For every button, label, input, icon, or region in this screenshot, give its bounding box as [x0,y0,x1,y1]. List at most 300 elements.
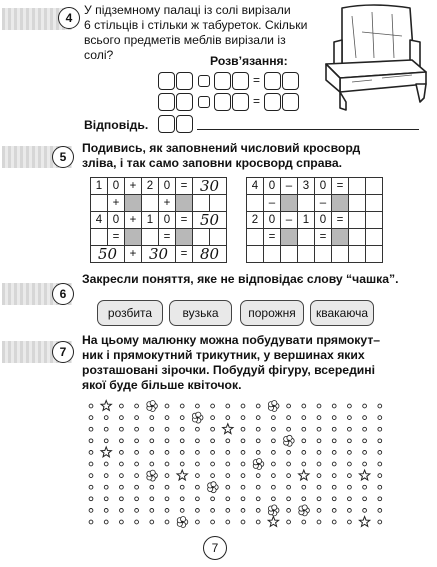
flower-icon [268,401,279,412]
grid-dot[interactable] [120,427,124,431]
grid-dot[interactable] [348,439,352,443]
grid-dot[interactable] [256,427,260,431]
crossword-cell: 2 [247,212,264,229]
grid-dot[interactable] [120,462,124,466]
grid-dot[interactable] [120,474,124,478]
grid-dot[interactable] [104,485,108,489]
grid-dot[interactable] [211,404,215,408]
crossword-cell: 0 [315,212,332,229]
crossword-cell [176,229,193,246]
crossword-row [91,229,227,246]
grid-dot[interactable] [104,439,108,443]
grid-dot[interactable] [150,439,154,443]
grid-dot[interactable] [226,485,230,489]
crossword-cell: + [125,246,142,263]
grid-dot[interactable] [363,509,367,513]
grid-dot[interactable] [287,416,291,420]
grid-dot[interactable] [348,451,352,455]
crossword-row [91,246,227,263]
grid-dot[interactable] [180,427,184,431]
flower-icon [177,517,188,528]
grid-dot[interactable] [180,509,184,513]
armchair-picture [312,2,430,112]
grid-dot[interactable] [104,520,108,524]
grid-dot[interactable] [256,451,260,455]
grid-dot[interactable] [165,474,169,478]
grid-dot[interactable] [241,509,245,513]
grid-dot[interactable] [150,427,154,431]
flower-icon [208,482,219,493]
grid-dot[interactable] [165,451,169,455]
grid-dot[interactable] [287,474,291,478]
crossword-input-cell[interactable] [247,246,264,263]
grid-dot[interactable] [135,451,139,455]
crossword-cell: 1 [142,212,159,229]
equals-sign: = [253,73,261,87]
crossword-cell: – [281,212,298,229]
crossword-input-cell[interactable] [298,246,315,263]
grid-dot[interactable] [287,497,291,501]
crossword-cell: 3 [298,178,315,195]
grid-dot[interactable] [363,416,367,420]
grid-dot[interactable] [272,474,276,478]
answer-box[interactable] [282,72,299,90]
grid-dot[interactable] [135,509,139,513]
grid-dot[interactable] [89,451,93,455]
grid-dot[interactable] [363,451,367,455]
grid-dot[interactable] [332,416,336,420]
grid-dot[interactable] [211,509,215,513]
grid-dot[interactable] [302,462,306,466]
grid-dot[interactable] [317,485,321,489]
grid-dot[interactable] [120,451,124,455]
grid-dot[interactable] [302,520,306,524]
grid-dot[interactable] [287,404,291,408]
grid-dot[interactable] [287,485,291,489]
grid-dot[interactable] [135,474,139,478]
grid-dot[interactable] [302,451,306,455]
crossword-cell [125,229,142,246]
crossword-input-cell[interactable] [366,212,383,229]
grid-dot[interactable] [363,404,367,408]
grid-dot[interactable] [378,427,382,431]
grid-dot[interactable] [196,462,200,466]
flower-icon [299,505,310,516]
grid-dot[interactable] [89,416,93,420]
grid-dot[interactable] [256,520,260,524]
word-option-vuzka[interactable]: вузька [169,300,232,326]
grid-dot[interactable] [378,462,382,466]
grid-dot[interactable] [196,520,200,524]
grid-dot[interactable] [332,520,336,524]
grid-dot[interactable] [196,404,200,408]
grid-dot[interactable] [378,497,382,501]
answer-box[interactable] [158,115,175,133]
grid-dot[interactable] [317,520,321,524]
grid-dot[interactable] [180,439,184,443]
grid-dot[interactable] [150,462,154,466]
grid-dot[interactable] [378,509,382,513]
grid-dot[interactable] [363,485,367,489]
crossword-cell: = [159,229,176,246]
grid-dot[interactable] [226,416,230,420]
answer-box[interactable] [214,72,231,90]
grid-dot[interactable] [226,520,230,524]
word-option-porozhnia[interactable]: порожня [240,300,304,326]
crossword-cell: 0 [108,178,125,195]
grid-dot[interactable] [272,451,276,455]
grid-dot[interactable] [120,416,124,420]
answer-box[interactable] [176,93,193,111]
grid-dot[interactable] [165,439,169,443]
grid-dot[interactable] [226,509,230,513]
grid-dot[interactable] [104,497,108,501]
crossword-cell [247,229,264,246]
grid-dot[interactable] [348,509,352,513]
crossword-cell: 0 [108,212,125,229]
crossword-cell [332,229,349,246]
crossword-cell: – [281,178,298,195]
grid-dot[interactable] [135,485,139,489]
grid-dot[interactable] [226,497,230,501]
crossword-input-cell[interactable] [349,178,366,195]
crossword-cell [142,229,159,246]
answer-box[interactable] [282,93,299,111]
grid-dot[interactable] [302,427,306,431]
grid-dot[interactable] [120,404,124,408]
grid-dot[interactable] [287,462,291,466]
grid-dot[interactable] [150,509,154,513]
word-option-rozbyta[interactable]: розбита [97,300,163,326]
grid-dot[interactable] [165,497,169,501]
grid-dot[interactable] [256,485,260,489]
answer-box[interactable] [264,72,281,90]
grid-dot[interactable] [165,416,169,420]
grid-dot[interactable] [256,509,260,513]
grid-dot[interactable] [256,474,260,478]
grid-dot[interactable] [332,497,336,501]
grid-dot[interactable] [104,416,108,420]
grid-dot[interactable] [104,509,108,513]
grid-dot[interactable] [180,451,184,455]
crossword-input-cell[interactable] [349,246,366,263]
task-7-text [82,333,422,393]
grid-dot[interactable] [332,451,336,455]
grid-dot[interactable] [302,497,306,501]
grid-dot[interactable] [211,427,215,431]
grid-dot[interactable] [89,427,93,431]
grid-dot[interactable] [89,497,93,501]
dot-grid-field[interactable] [85,398,397,533]
grid-dot[interactable] [332,427,336,431]
crossword-cell [281,195,298,212]
grid-dot[interactable] [196,451,200,455]
crossword-row [247,229,383,246]
crossword-cell: = [264,229,281,246]
grid-dot[interactable] [211,497,215,501]
grid-dot[interactable] [196,427,200,431]
grid-dot[interactable] [348,462,352,466]
grid-dot[interactable] [256,439,260,443]
grid-dot[interactable] [378,451,382,455]
grid-dot[interactable] [272,497,276,501]
grid-dot[interactable] [135,520,139,524]
grid-dot[interactable] [211,474,215,478]
crossword-cell: 1 [91,178,108,195]
grid-dot[interactable] [348,485,352,489]
grid-dot[interactable] [378,520,382,524]
grid-dot[interactable] [180,485,184,489]
answer-box[interactable] [158,93,175,111]
grid-dot[interactable] [104,462,108,466]
grid-dot[interactable] [89,474,93,478]
task-5-text [82,141,412,171]
grid-dot[interactable] [150,451,154,455]
grid-dot[interactable] [211,451,215,455]
grid-dot[interactable] [89,485,93,489]
grid-dot[interactable] [287,509,291,513]
grid-dot[interactable] [332,485,336,489]
grid-dot[interactable] [317,404,321,408]
grid-dot[interactable] [317,451,321,455]
grid-dot[interactable] [332,404,336,408]
task-4-line: У підземному палаці із солі вирізали [84,3,291,17]
crossword-cell: – [264,195,281,212]
crossword-cell [125,195,142,212]
answer-box[interactable] [176,72,193,90]
crossword-cell [91,195,108,212]
grid-dot[interactable] [211,439,215,443]
grid-dot[interactable] [211,462,215,466]
grid-dot[interactable] [196,474,200,478]
grid-dot[interactable] [272,485,276,489]
grid-dot[interactable] [135,416,139,420]
grid-dot[interactable] [272,427,276,431]
crossword-cell: 0 [159,178,176,195]
grid-dot[interactable] [378,474,382,478]
grid-dot[interactable] [317,462,321,466]
left-crossword [90,177,227,263]
answer-box[interactable] [232,72,249,90]
grid-dot[interactable] [363,497,367,501]
grid-dot[interactable] [165,485,169,489]
grid-dot[interactable] [211,520,215,524]
grid-dot[interactable] [317,497,321,501]
grid-dot[interactable] [287,451,291,455]
task-7-line: На цьому малюнку можна побудувати прямокут– [82,333,381,347]
grid-dot[interactable] [302,416,306,420]
answer-box[interactable] [264,93,281,111]
grid-dot[interactable] [196,497,200,501]
grid-dot[interactable] [165,520,169,524]
grid-dot[interactable] [317,509,321,513]
grid-dot[interactable] [348,404,352,408]
grid-dot[interactable] [317,474,321,478]
task-4-line: 6 стільців і стільки ж табуреток. Скільки [84,18,308,32]
grid-dot[interactable] [287,520,291,524]
grid-dot[interactable] [180,404,184,408]
crossword-cell: = [332,212,349,229]
crossword-input-cell[interactable] [281,246,298,263]
grid-dot[interactable] [226,439,230,443]
operator-box[interactable] [198,75,210,87]
crossword-cell [142,195,159,212]
grid-dot[interactable] [120,509,124,513]
grid-dot[interactable] [135,497,139,501]
grid-dot[interactable] [196,485,200,489]
grid-dot[interactable] [317,439,321,443]
crossword-cell: 0 [159,212,176,229]
grid-dot[interactable] [120,485,124,489]
task-4-number: 4 [58,7,80,29]
grid-dot[interactable] [241,451,245,455]
crossword-input-cell[interactable] [315,246,332,263]
grid-dot[interactable] [211,416,215,420]
crossword-cell: + [125,178,142,195]
grid-dot[interactable] [150,485,154,489]
grid-dot[interactable] [196,439,200,443]
grid-dot[interactable] [287,427,291,431]
grid-dot[interactable] [241,474,245,478]
grid-dot[interactable] [348,474,352,478]
grid-dot[interactable] [165,462,169,466]
task-7-line: якої буде більше квіточок. [82,378,242,392]
grid-dot[interactable] [89,439,93,443]
grid-dot[interactable] [196,509,200,513]
crossword-cell [176,195,193,212]
grid-dot[interactable] [378,416,382,420]
grid-dot[interactable] [241,404,245,408]
grid-dot[interactable] [226,451,230,455]
page-number: 7 [203,536,227,560]
crossword-input-cell[interactable] [366,178,383,195]
grid-dot[interactable] [348,416,352,420]
grid-dot[interactable] [89,404,93,408]
grid-dot[interactable] [241,427,245,431]
grid-dot[interactable] [89,509,93,513]
crossword-cell: 0 [315,178,332,195]
grid-dot[interactable] [378,404,382,408]
grid-dot[interactable] [332,439,336,443]
crossword-cell [210,229,227,246]
grid-dot[interactable] [256,497,260,501]
answer-box[interactable] [232,93,249,111]
grid-dot[interactable] [241,439,245,443]
task-5-line: Подивись, як заповнений числовий кросворд [82,141,361,155]
grid-dot[interactable] [241,485,245,489]
grid-dot[interactable] [378,439,382,443]
grid-dot[interactable] [180,497,184,501]
grid-dot[interactable] [363,439,367,443]
grid-dot[interactable] [150,520,154,524]
grid-dot[interactable] [226,404,230,408]
grid-dot[interactable] [241,497,245,501]
crossword-row [247,195,383,212]
crossword-input-cell[interactable] [366,246,383,263]
task-7-line: ник і прямокутний трикутник, у вершинах яких [82,348,365,362]
grid-dot[interactable] [332,474,336,478]
task-6-number: 6 [52,283,74,305]
grid-dot[interactable] [226,474,230,478]
grid-dot[interactable] [104,427,108,431]
grid-dot[interactable] [332,509,336,513]
crossword-cell: = [315,229,332,246]
grid-dot[interactable] [241,520,245,524]
grid-dot[interactable] [241,416,245,420]
word-option-kvakaiucha[interactable]: квакаюча [310,300,374,326]
answer-line[interactable] [197,129,419,130]
task-6-text: Закресли поняття, яке не відповідає слову “чашка”. [82,272,399,286]
grid-dot[interactable] [302,485,306,489]
grid-dot[interactable] [89,520,93,524]
grid-dot[interactable] [180,416,184,420]
crossword-input-cell[interactable] [264,246,281,263]
grid-dot[interactable] [120,520,124,524]
grid-dot[interactable] [256,404,260,408]
answer-box[interactable] [158,72,175,90]
grid-dot[interactable] [226,462,230,466]
grid-dot[interactable] [135,462,139,466]
grid-dot[interactable] [135,439,139,443]
crossword-row [91,212,227,229]
grid-dot[interactable] [165,404,169,408]
grid-dot[interactable] [150,497,154,501]
grid-dot[interactable] [135,404,139,408]
grid-dot[interactable] [302,439,306,443]
grid-dot[interactable] [241,462,245,466]
grid-dot[interactable] [363,462,367,466]
answer-label: Відповідь. [84,118,149,132]
grid-dot[interactable] [317,416,321,420]
grid-dot[interactable] [135,427,139,431]
grid-dot[interactable] [165,509,169,513]
grid-dot[interactable] [120,439,124,443]
grid-dot[interactable] [272,462,276,466]
grid-dot[interactable] [363,427,367,431]
grid-dot[interactable] [150,416,154,420]
grid-dot[interactable] [348,497,352,501]
crossword-cell [210,195,227,212]
crossword-cell [332,195,349,212]
grid-dot[interactable] [348,520,352,524]
grid-dot[interactable] [317,427,321,431]
crossword-cell: = [176,212,193,229]
grid-dot[interactable] [332,462,336,466]
task-5-line: зліва, і так само заповни кросворд справа. [82,156,343,170]
crossword-cell: + [125,212,142,229]
crossword-input-cell[interactable] [349,212,366,229]
operator-box[interactable] [198,96,210,108]
grid-dot[interactable] [180,462,184,466]
grid-dot[interactable] [165,427,169,431]
grid-dot[interactable] [378,485,382,489]
grid-dot[interactable] [302,404,306,408]
grid-dot[interactable] [256,416,260,420]
answer-box[interactable] [176,115,193,133]
crossword-cell: 4 [91,212,108,229]
grid-dot[interactable] [89,462,93,466]
flower-icon [192,412,203,423]
grid-dot[interactable] [104,474,108,478]
grid-dot[interactable] [348,427,352,431]
grid-dot[interactable] [120,497,124,501]
crossword-cell: + [159,195,176,212]
grid-dot[interactable] [272,416,276,420]
answer-box[interactable] [214,93,231,111]
grid-dot[interactable] [272,439,276,443]
crossword-input-cell[interactable] [332,246,349,263]
crossword-cell: = [176,246,193,263]
